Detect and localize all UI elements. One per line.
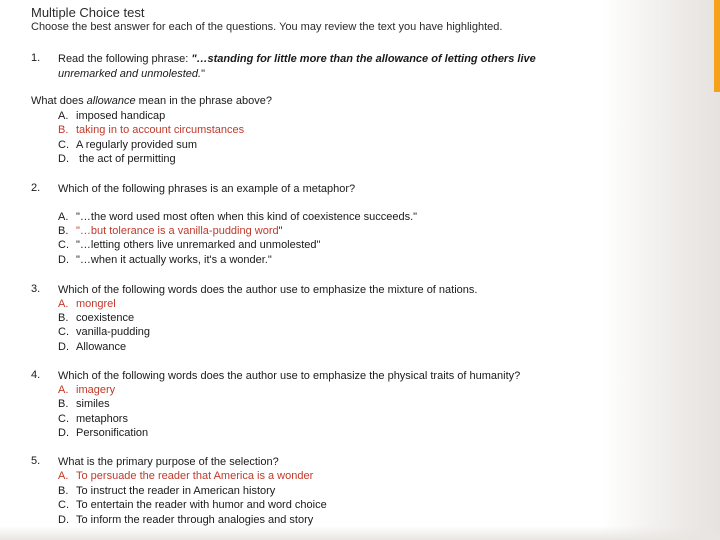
option-letter: B. [58,225,69,237]
q3-option-c[interactable] [58,325,150,340]
q5-option-c[interactable] [58,498,327,513]
q1-number: 1. [31,52,41,64]
option-letter: B. [58,398,69,410]
option-text: Allowance [76,341,127,353]
q5-number: 5. [31,455,41,467]
q3-option-d[interactable] [58,340,126,355]
option-letter: D. [58,254,69,266]
q1-option-a[interactable] [58,109,165,124]
q1-quote-line1: "…standing for little more than the allowance of letting others live [191,53,536,65]
q1-ask [31,94,272,109]
q2-option-c[interactable] [58,238,320,253]
q2-option-b[interactable] [58,224,283,239]
q1-ask-word: allowance [86,95,136,107]
option-text: To persuade the reader that America is a wonder [76,470,314,482]
q5-option-a[interactable] [58,469,313,484]
option-letter: A. [58,110,69,122]
option-text: "…letting others live unremarked and unmolested" [76,239,321,251]
slide-bottom-edge-shade [0,526,720,540]
q4-option-a[interactable] [58,383,115,398]
option-letter: C. [58,326,69,338]
option-text: the act of permitting [76,153,176,165]
q4-prompt: Which of the following words does the author use to emphasize the physical traits of humanity? [58,370,521,382]
option-letter: C. [58,413,69,425]
page-title: Multiple Choice test [31,5,145,20]
q1-option-d[interactable] [58,152,176,167]
q1-intro: Read the following phrase: [58,53,192,65]
option-text: To inform the reader through analogies and story [76,514,314,526]
q5-option-d[interactable] [58,513,313,528]
q4-number: 4. [31,369,41,381]
page-subtitle: Choose the best answer for each of the questions. You may review the text you have highlighted. [31,21,503,33]
option-text: similes [76,398,110,410]
q2-number: 2. [31,182,41,194]
option-text: "…the word used most often when this kind of coexistence succeeds." [76,211,418,223]
option-text: Personification [76,427,149,439]
option-letter: D. [58,153,69,165]
option-letter: C. [58,239,69,251]
option-text: "…when it actually works, it's a wonder." [76,254,272,266]
option-text: imposed handicap [76,110,166,122]
option-letter: A. [58,384,69,396]
option-letter: C. [58,499,69,511]
q5-option-b[interactable] [58,484,275,499]
q3-number: 3. [31,283,41,295]
q1-option-c[interactable] [58,138,197,153]
q2-option-a[interactable] [58,210,417,225]
option-letter: B. [58,312,69,324]
accent-bar [714,0,720,92]
option-text: mongrel [76,298,116,310]
q1-quote-end: " [201,67,205,80]
option-letter: D. [58,514,69,526]
option-text: metaphors [76,413,128,425]
option-letter: C. [58,139,69,151]
q3-prompt: Which of the following words does the author use to emphasize the mixture of nations. [58,284,478,296]
option-letter: B. [58,124,69,136]
q4-option-c[interactable] [58,412,128,427]
q1-quote-line2: unremarked and unmolested. [58,67,202,80]
option-letter: A. [58,211,69,223]
q1-option-b[interactable] [58,123,244,138]
q4-option-b[interactable] [58,397,110,412]
option-text: vanilla-pudding [76,326,150,338]
q1-ask-prefix: What does [31,95,87,107]
option-text: A regularly provided sum [76,139,198,151]
option-text: taking in to account circumstances [76,124,245,136]
option-letter: D. [58,427,69,439]
option-text: imagery [76,384,116,396]
option-letter: D. [58,341,69,353]
option-text: To instruct the reader in American history [76,485,276,497]
option-letter: B. [58,485,69,497]
option-letter: A. [58,470,69,482]
q1-prompt [58,52,536,81]
slide-right-edge-shade [602,0,720,540]
option-text-tail: " [278,225,283,237]
q2-prompt: Which of the following phrases is an example of a metaphor? [58,183,356,195]
q1-ask-suffix: mean in the phrase above? [135,95,272,107]
q3-option-a[interactable] [58,297,116,312]
q2-option-d[interactable] [58,253,272,268]
option-text: "…but tolerance is a vanilla-pudding word [76,225,279,237]
q5-prompt: What is the primary purpose of the selection? [58,456,279,468]
q4-option-d[interactable] [58,426,148,441]
option-letter: A. [58,298,69,310]
q3-option-b[interactable] [58,311,134,326]
option-text: coexistence [76,312,135,324]
option-text: To entertain the reader with humor and word choice [76,499,327,511]
